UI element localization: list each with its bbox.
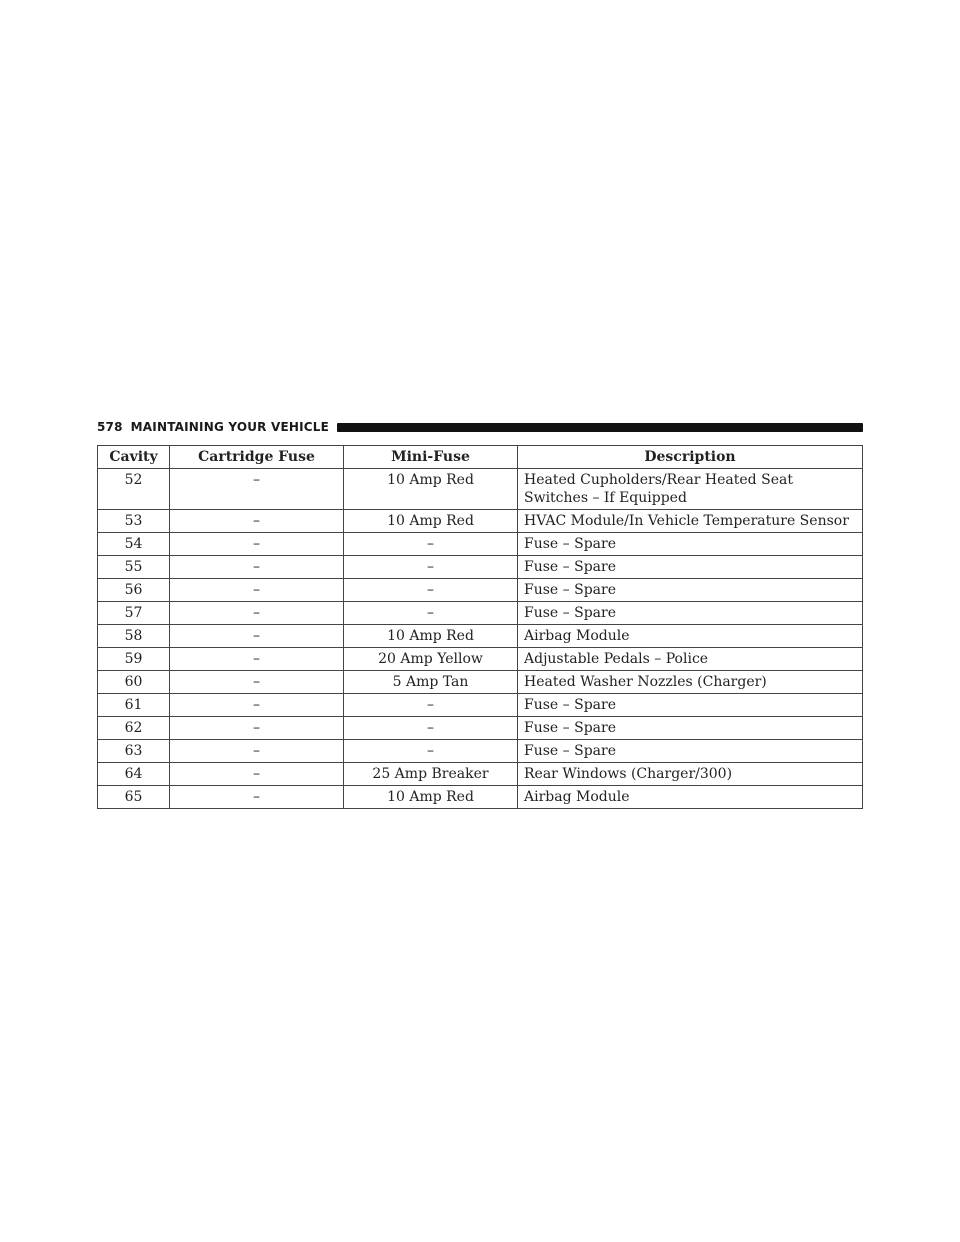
cell-mini-fuse: – [344, 533, 518, 556]
table-row [98, 648, 863, 671]
section-title: MAINTAINING YOUR VEHICLE [130, 420, 330, 434]
cell-cavity: 58 [98, 625, 170, 648]
header-rule [337, 423, 863, 432]
cell-cavity: 65 [98, 786, 170, 809]
cell-mini-fuse: – [344, 694, 518, 717]
cell-mini-fuse: – [344, 579, 518, 602]
cell-cartridge-fuse: – [170, 533, 344, 556]
cell-description: Heated Washer Nozzles (Charger) [518, 671, 863, 694]
table-row [98, 556, 863, 579]
cell-description: Fuse – Spare [518, 717, 863, 740]
table-row [98, 625, 863, 648]
cell-cavity: 59 [98, 648, 170, 671]
cell-description: Rear Windows (Charger/300) [518, 763, 863, 786]
cell-mini-fuse: 10 Amp Red [344, 625, 518, 648]
cell-cartridge-fuse: – [170, 740, 344, 763]
cell-cartridge-fuse: – [170, 763, 344, 786]
page-header [97, 419, 863, 435]
table-row [98, 533, 863, 556]
table-row [98, 740, 863, 763]
cell-mini-fuse: 25 Amp Breaker [344, 763, 518, 786]
cell-mini-fuse: 20 Amp Yellow [344, 648, 518, 671]
cell-cavity: 55 [98, 556, 170, 579]
column-header-cavity: Cavity [98, 446, 170, 469]
cell-cavity: 52 [98, 469, 170, 510]
cell-cavity: 61 [98, 694, 170, 717]
table-row [98, 694, 863, 717]
cell-mini-fuse: 10 Amp Red [344, 469, 518, 510]
cell-cartridge-fuse: – [170, 602, 344, 625]
cell-description: Airbag Module [518, 786, 863, 809]
cell-description: Fuse – Spare [518, 533, 863, 556]
cell-description: Fuse – Spare [518, 602, 863, 625]
page-number: 578 [97, 420, 123, 434]
cell-cavity: 54 [98, 533, 170, 556]
cell-cartridge-fuse: – [170, 556, 344, 579]
column-header-cartridge-fuse: Cartridge Fuse [170, 446, 344, 469]
cell-description: Heated Cupholders/Rear Heated Seat Switches – If Equipped [518, 469, 863, 510]
column-header-description: Description [518, 446, 863, 469]
column-header-mini-fuse: Mini-Fuse [344, 446, 518, 469]
cell-cavity: 63 [98, 740, 170, 763]
cell-mini-fuse: 10 Amp Red [344, 786, 518, 809]
cell-cavity: 56 [98, 579, 170, 602]
cell-mini-fuse: – [344, 556, 518, 579]
cell-description: Adjustable Pedals – Police [518, 648, 863, 671]
cell-description: Fuse – Spare [518, 556, 863, 579]
cell-cartridge-fuse: – [170, 717, 344, 740]
cell-cartridge-fuse: – [170, 579, 344, 602]
table-row [98, 671, 863, 694]
cell-cartridge-fuse: – [170, 694, 344, 717]
cell-mini-fuse: 5 Amp Tan [344, 671, 518, 694]
cell-mini-fuse: – [344, 740, 518, 763]
cell-description: HVAC Module/In Vehicle Temperature Sensor [518, 510, 863, 533]
cell-cartridge-fuse: – [170, 786, 344, 809]
cell-cartridge-fuse: – [170, 510, 344, 533]
cell-cavity: 57 [98, 602, 170, 625]
table-row [98, 717, 863, 740]
fuse-table [97, 445, 863, 809]
cell-cavity: 60 [98, 671, 170, 694]
cell-description: Fuse – Spare [518, 740, 863, 763]
cell-cartridge-fuse: – [170, 469, 344, 510]
cell-cavity: 53 [98, 510, 170, 533]
cell-cartridge-fuse: – [170, 671, 344, 694]
table-body [98, 469, 863, 809]
cell-mini-fuse: 10 Amp Red [344, 510, 518, 533]
table-header-row [98, 446, 863, 469]
cell-description: Fuse – Spare [518, 694, 863, 717]
cell-description: Airbag Module [518, 625, 863, 648]
cell-description: Fuse – Spare [518, 579, 863, 602]
table-row [98, 786, 863, 809]
table-row [98, 510, 863, 533]
table-row [98, 579, 863, 602]
cell-mini-fuse: – [344, 717, 518, 740]
table-row [98, 602, 863, 625]
table-row [98, 763, 863, 786]
cell-cartridge-fuse: – [170, 625, 344, 648]
cell-cavity: 62 [98, 717, 170, 740]
cell-mini-fuse: – [344, 602, 518, 625]
cell-cartridge-fuse: – [170, 648, 344, 671]
table-row [98, 469, 863, 510]
cell-cavity: 64 [98, 763, 170, 786]
